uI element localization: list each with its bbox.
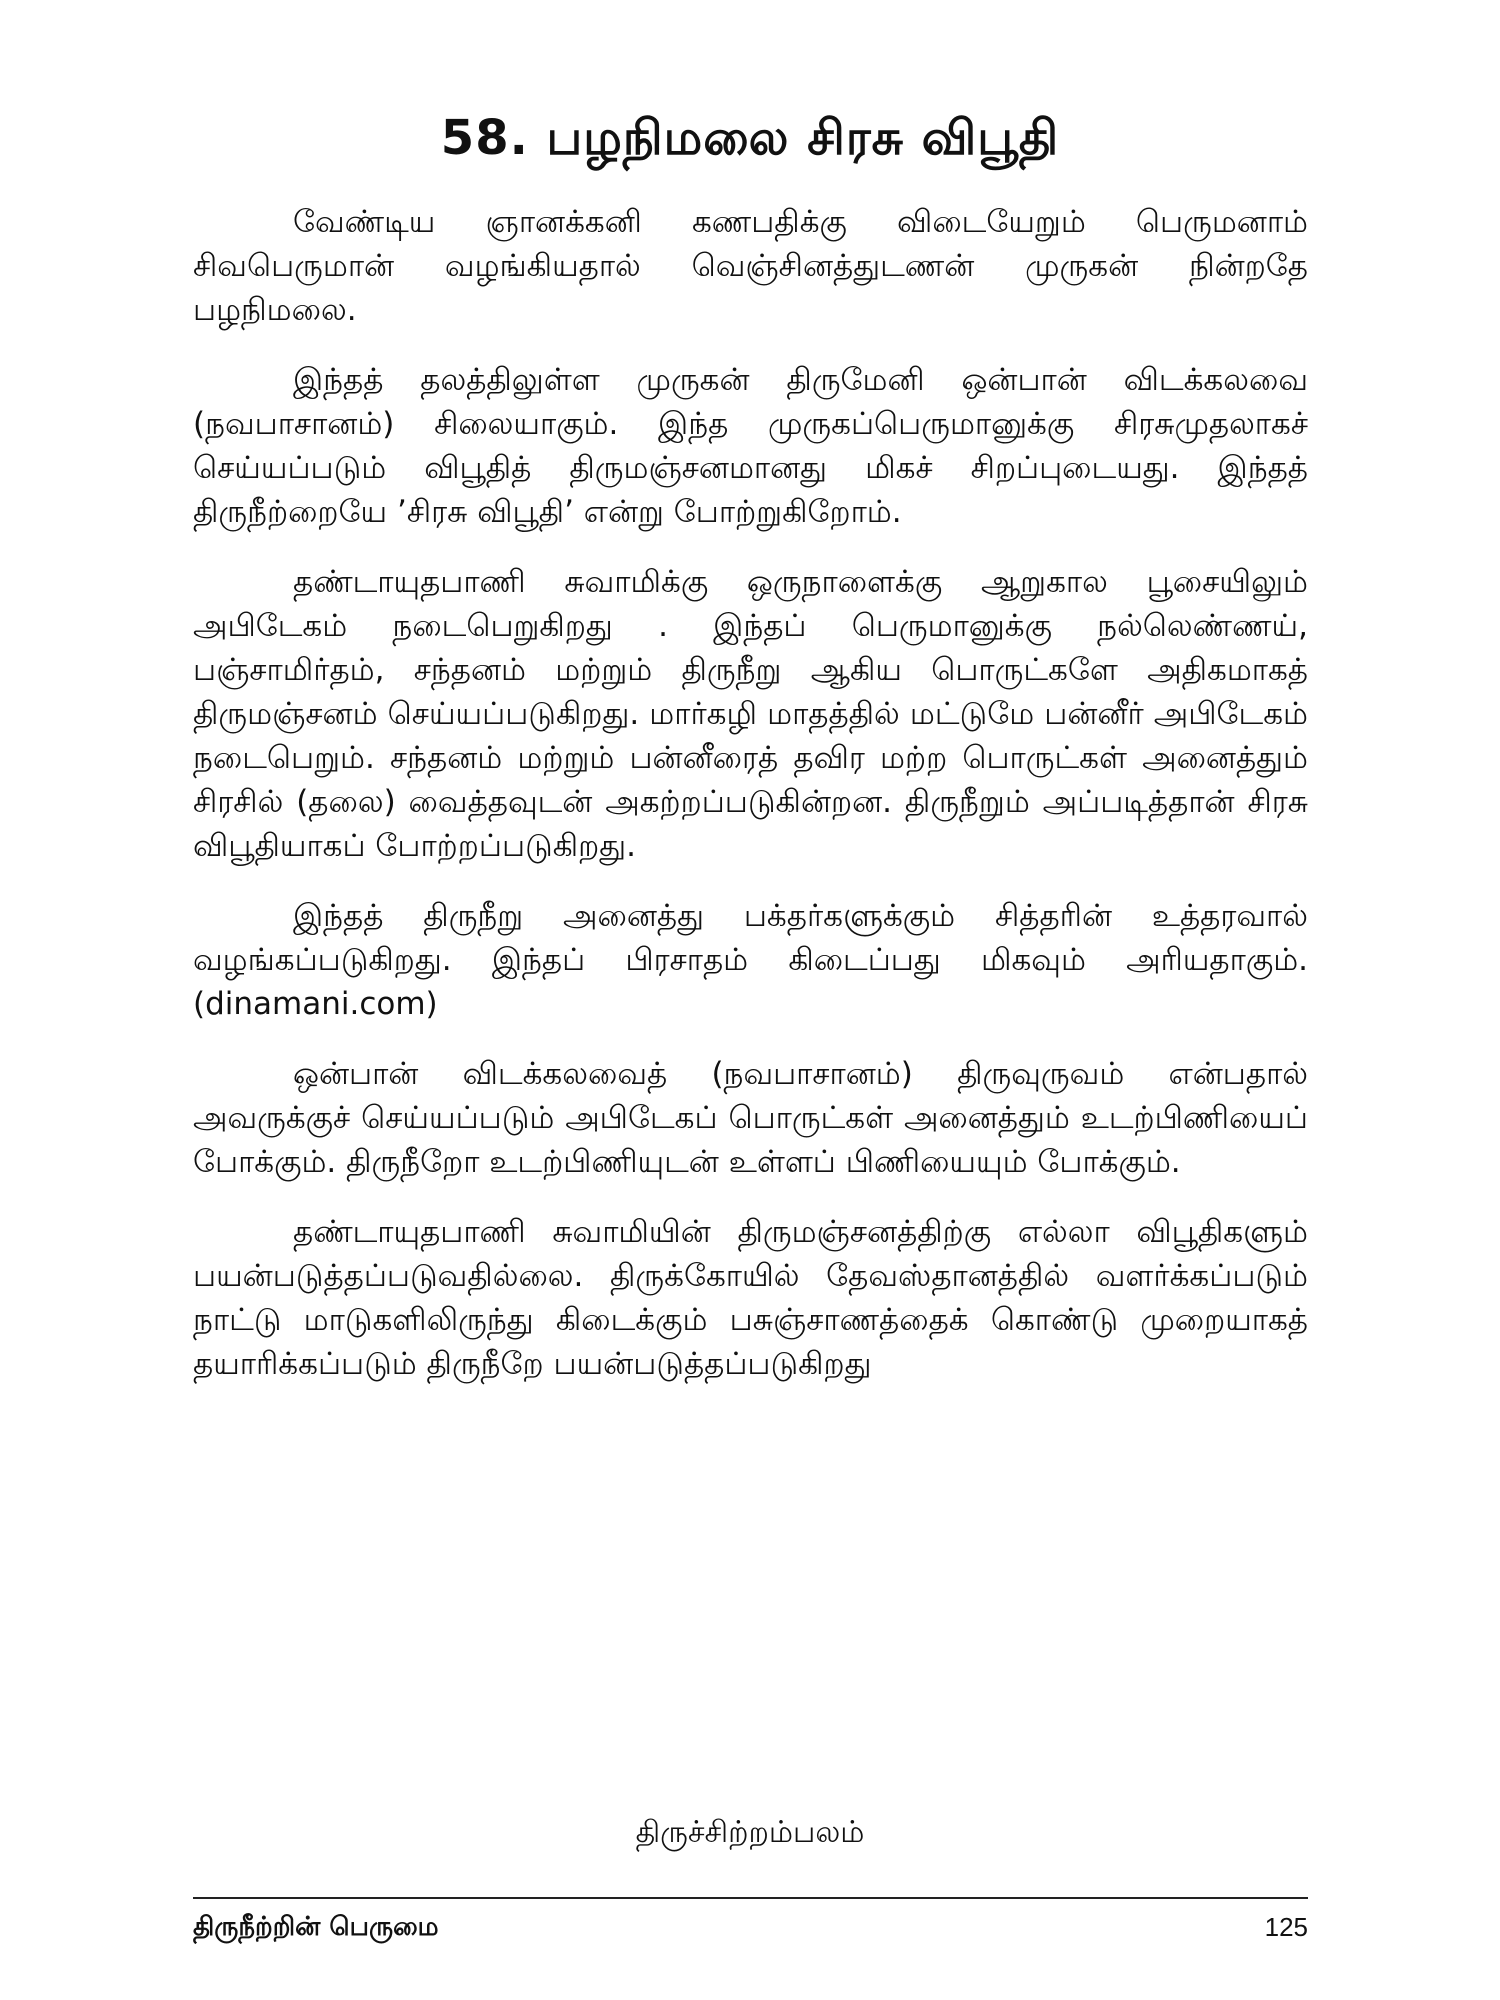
paragraph: தண்டாயுதபாணி சுவாமிக்கு ஒருநாளைக்கு ஆறுகால பூசையிலும் அபிடேகம் நடைபெறுகிறது . இந்தப் பெருமானுக்கு நல்லெண்ணய், பஞ்சாமிர்தம், சந்தனம் மற்றும் திருநீறு ஆகிய பொருட்களே அதிகமாகத் திருமஞ்சனம் செய்யப்படுகிறது. மார்கழி மாதத்தில் மட்டுமே பன்னீர் அபிடேகம் நடைபெறும். சந்தனம் மற்றும் பன்னீரைத் தவிர மற்ற பொருட்கள் அனைத்தும் சிரசில் (தலை) வைத்தவுடன் அகற்றப்படுகின்றன. திருநீறும் அப்படித்தான் சிரசு விபூதியாகப் போற்றப்படுகிறது. (193, 564, 1308, 864)
closing-line: திருச்சிற்றம்பலம் (635, 1815, 865, 1850)
chapter-body (193, 200, 1308, 1412)
paragraph: வேண்டிய ஞானக்கனி கணபதிக்கு விடையேறும் பெருமனாம் சிவபெருமான் வழங்கியதால் வெஞ்சினத்துடணன் முருகன் நின்றதே பழநிமலை. (193, 204, 1308, 328)
paragraph: தண்டாயுதபாணி சுவாமியின் திருமஞ்சனத்திற்கு எல்லா விபூதிகளும் பயன்படுத்தப்படுவதில்லை. திருக்கோயில் தேவஸ்தானத்தில் வளர்க்கப்படும் நாட்டு மாடுகளிலிருந்து கிடைக்கும் பசுஞ்சாணத்தைக் கொண்டு முறையாகத் தயாரிக்கப்படும் திருநீறே பயன்படுத்தப்படுகிறது (193, 1214, 1308, 1382)
footer-divider (193, 1897, 1308, 1899)
paragraph: ஒன்பான் விடக்கலவைத் (நவபாசானம்) திருவுருவம் என்பதால் அவருக்குச் செய்யப்படும் அபிடேகப் பொருட்கள் அனைத்தும் உடற்பிணியைப் போக்கும். திருநீறோ உடற்பிணியுடன் உள்ளப் பிணியையும் போக்கும். (193, 1056, 1308, 1180)
running-footer-title: திருநீற்றின் பெருமை (193, 1912, 439, 1942)
chapter-title: 58. பழநிமலை சிரசு விபூதி (440, 110, 1060, 167)
paragraph: இந்தத் திருநீறு அனைத்து பக்தர்களுக்கும் சித்தரின் உத்தரவால் வழங்கப்படுகிறது. இந்தப் பிரசாதம் கிடைப்பது மிகவும் அரியதாகும். (dinamani.com) (193, 898, 1308, 1022)
page-number: 125 (1264, 1912, 1308, 1942)
paragraph: இந்தத் தலத்திலுள்ள முருகன் திருமேனி ஒன்பான் விடக்கலவை (நவபாசானம்) சிலையாகும். இந்த முருகப்பெருமானுக்கு சிரசுமுதலாகச் செய்யப்படும் விபூதித் திருமஞ்சனமானது மிகச் சிறப்புடையது. இந்தத் திருநீற்றையே ’சிரசு விபூதி’ என்று போற்றுகிறோம். (193, 362, 1308, 530)
